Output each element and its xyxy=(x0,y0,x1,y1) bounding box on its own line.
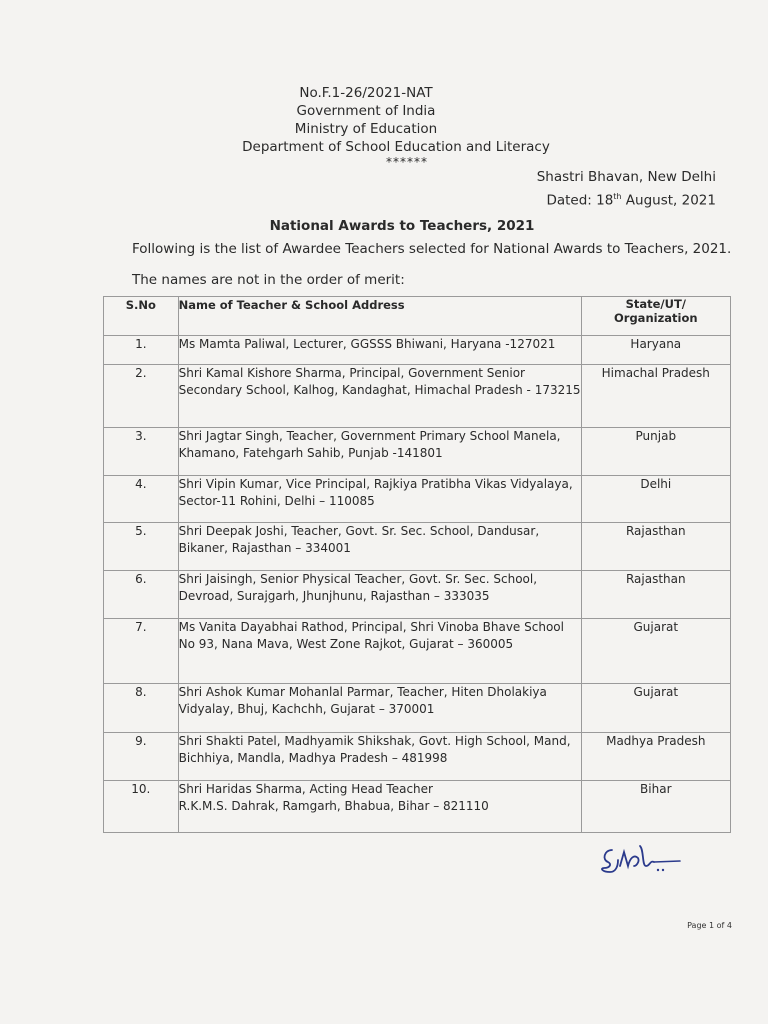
signature-image xyxy=(598,836,684,876)
row-sno: 7. xyxy=(104,619,179,684)
page-mid: of xyxy=(714,921,727,930)
row-state: Rajasthan xyxy=(581,523,730,571)
department-name: Department of School Education and Literacy xyxy=(242,139,550,155)
row-state: Delhi xyxy=(581,476,730,523)
row-teacher: Shri Vipin Kumar, Vice Principal, Rajkiya Pratibha Vikas Vidyalaya, Sector-11 Rohini, Delhi – 110085 xyxy=(178,476,581,523)
row-sno: 2. xyxy=(104,365,179,428)
date-suffix: August, 2021 xyxy=(621,192,716,209)
awardee-table xyxy=(103,296,731,833)
row-teacher: Shri Ashok Kumar Mohanlal Parmar, Teacher, Hiten Dholakiya Vidyalay, Bhuj, Kachchh, Gujarat – 370001 xyxy=(178,684,581,733)
table-row xyxy=(104,365,731,428)
page-number xyxy=(687,921,732,930)
row-state: Gujarat xyxy=(581,619,730,684)
place-and-date xyxy=(537,168,716,211)
row-state: Punjab xyxy=(581,428,730,476)
file-number: No.F.1-26/2021-NAT xyxy=(299,85,433,101)
row-teacher: Ms Vanita Dayabhai Rathod, Principal, Shri Vinoba Bhave School No 93, Nana Mava, West Zone Rajkot, Gujarat – 360005 xyxy=(178,619,581,684)
table-row xyxy=(104,781,731,833)
header-separator: ****** xyxy=(386,155,428,169)
header-state xyxy=(581,297,730,336)
row-state: Bihar xyxy=(581,781,730,833)
header-name-address: Name of Teacher & School Address xyxy=(178,297,581,336)
ministry-name: Ministry of Education xyxy=(294,121,438,137)
row-sno: 9. xyxy=(104,733,179,781)
row-sno: 8. xyxy=(104,684,179,733)
row-sno: 10. xyxy=(104,781,179,833)
row-teacher: Shri Kamal Kishore Sharma, Principal, Government Senior Secondary School, Kalhog, Kandaghat, Himachal Pradesh - 173215 xyxy=(178,365,581,428)
row-sno: 3. xyxy=(104,428,179,476)
letter-header xyxy=(0,84,768,168)
table-header-row xyxy=(104,297,731,336)
row-teacher-line1: Shri Haridas Sharma, Acting Head Teacher xyxy=(178,782,433,796)
date xyxy=(537,187,716,211)
row-sno: 6. xyxy=(104,571,179,619)
row-teacher: Shri Shakti Patel, Madhyamik Shikshak, Govt. High School, Mand, Bichhiya, Mandla, Madhya Pradesh – 481998 xyxy=(178,733,581,781)
page-total: 4 xyxy=(726,921,732,930)
row-teacher: Ms Mamta Paliwal, Lecturer, GGSSS Bhiwani, Haryana -127021 xyxy=(178,336,581,365)
table-row xyxy=(104,684,731,733)
row-teacher: Shri Jaisingh, Senior Physical Teacher, Govt. Sr. Sec. School, Devroad, Surajgarh, Jhunjhunu, Rajasthan – 333035 xyxy=(178,571,581,619)
table-row xyxy=(104,523,731,571)
header-state-line1: State/UT/ xyxy=(625,297,686,311)
row-state: Haryana xyxy=(581,336,730,365)
row-state: Madhya Pradesh xyxy=(581,733,730,781)
row-teacher: Shri Jagtar Singh, Teacher, Government Primary School Manela, Khamano, Fatehgarh Sahib, Punjab -141801 xyxy=(178,428,581,476)
row-sno: 4. xyxy=(104,476,179,523)
row-teacher xyxy=(178,781,581,833)
row-state: Himachal Pradesh xyxy=(581,365,730,428)
place: Shastri Bhavan, New Delhi xyxy=(536,169,716,185)
document-title: National Awards to Teachers, 2021 xyxy=(269,218,535,234)
row-teacher: Shri Deepak Joshi, Teacher, Govt. Sr. Sec. School, Dandusar, Bikaner, Rajasthan – 334001 xyxy=(178,523,581,571)
intro-line-1: Following is the list of Awardee Teachers selected for National Awards to Teachers, 2021. xyxy=(132,241,732,257)
header-state-line2: Organization xyxy=(614,311,698,325)
row-state: Rajasthan xyxy=(581,571,730,619)
intro-line-2: The names are not in the order of merit: xyxy=(132,272,405,288)
table-row xyxy=(104,476,731,523)
page-current: 1 xyxy=(709,921,715,930)
date-prefix: Dated: 18 xyxy=(546,192,614,209)
row-teacher-line2: R.K.M.S. Dahrak, Ramgarh, Bhabua, Bihar – 821110 xyxy=(178,799,489,813)
table-row xyxy=(104,571,731,619)
table-row xyxy=(104,733,731,781)
row-state: Gujarat xyxy=(581,684,730,733)
row-sno: 1. xyxy=(104,336,179,365)
table-row xyxy=(104,619,731,684)
header-sno: S.No xyxy=(104,297,179,336)
table-row xyxy=(104,428,731,476)
date-superscript: th xyxy=(613,192,622,201)
row-sno: 5. xyxy=(104,523,179,571)
page-prefix: Page xyxy=(687,921,710,930)
table-row xyxy=(104,336,731,365)
government-name: Government of India xyxy=(296,103,436,119)
